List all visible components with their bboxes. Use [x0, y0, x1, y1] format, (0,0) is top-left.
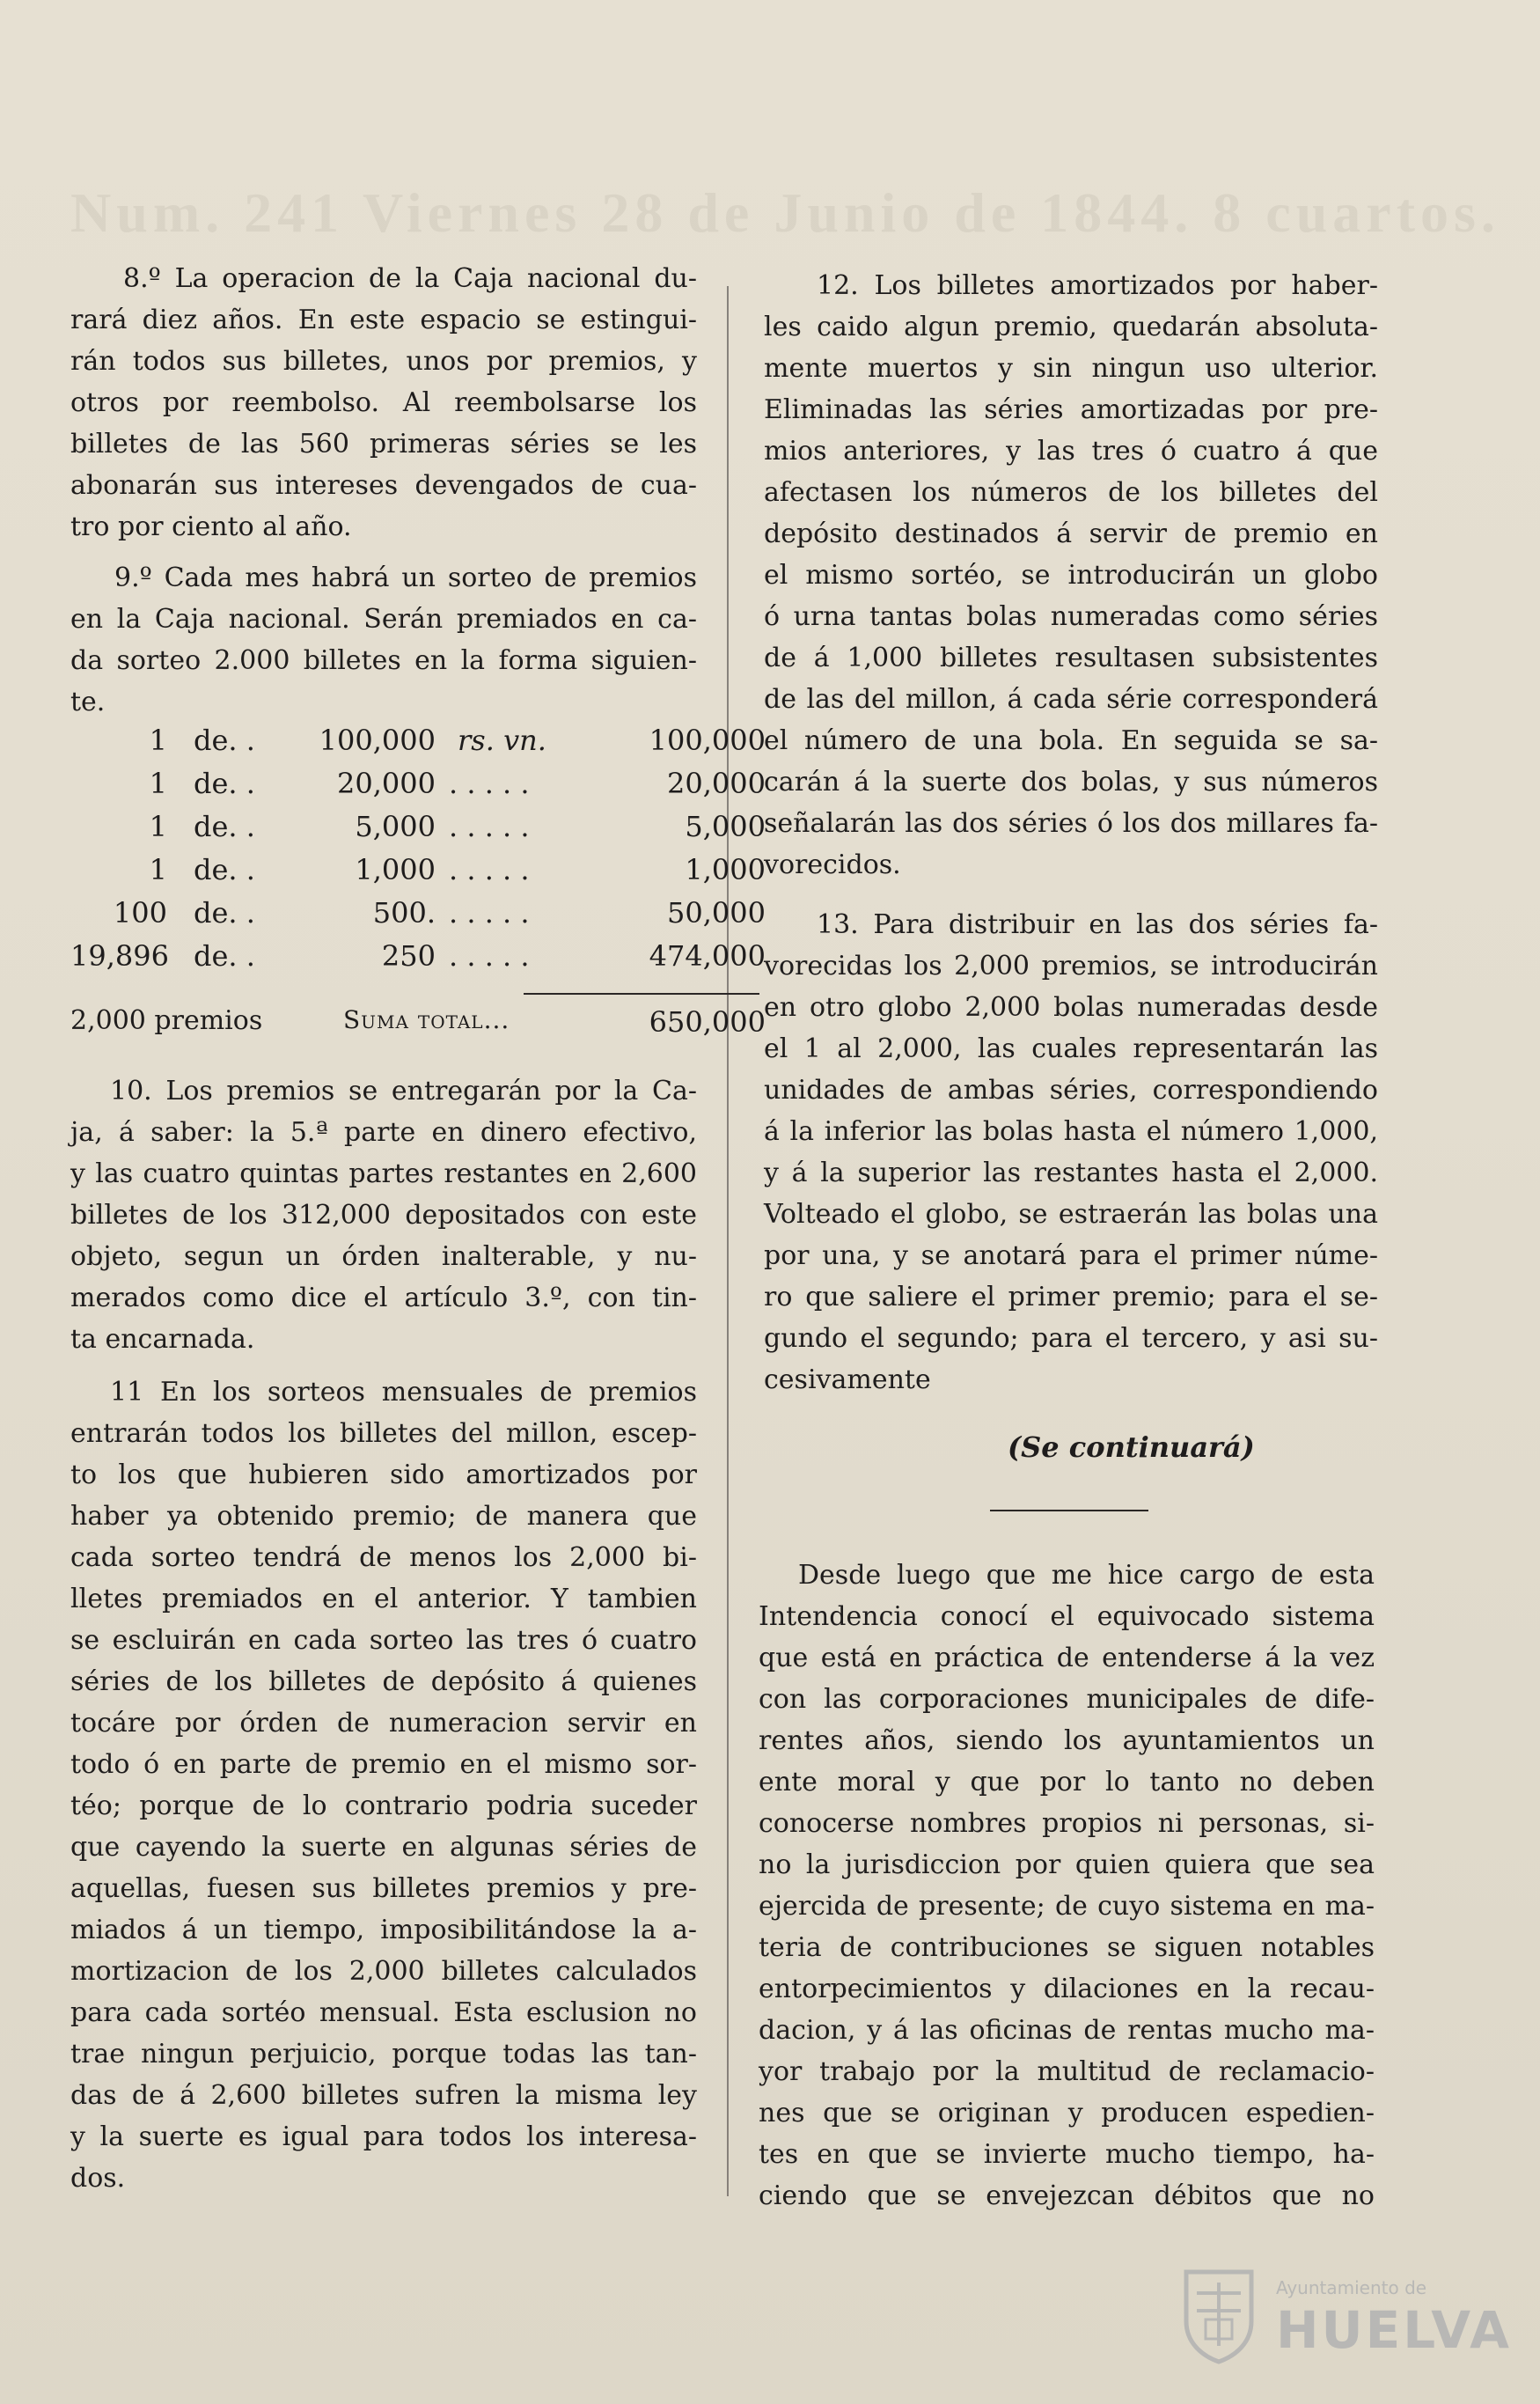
prize-total: 50,000 — [667, 896, 766, 930]
sum-total-value: 650,000 — [649, 1005, 766, 1039]
text-line: Eliminadas las séries amortizadas por pre- — [764, 394, 1378, 425]
text-line: 12. Los billetes amortizados por haber- — [817, 270, 1378, 301]
text-line: da sorteo 2.000 billetes en la forma siguien- — [70, 645, 697, 676]
column-divider — [727, 286, 729, 2196]
text-line: que cayendo la suerte en algunas séries de — [70, 1832, 697, 1863]
prize-quantity: 100 — [113, 896, 167, 930]
prize-quantity: 1 — [149, 767, 167, 800]
text-line: Desde luego que me hice cargo de esta — [798, 1560, 1375, 1591]
text-line: cesivamente — [764, 1364, 931, 1395]
text-line: 10. Los premios se entregarán por la Ca- — [110, 1076, 697, 1106]
text-line: to los que hubieren sido amortizados por — [70, 1459, 697, 1490]
text-line: rentes años, siendo los ayuntamientos un — [759, 1725, 1375, 1756]
prize-amount: 250 — [381, 939, 436, 973]
text-line: tocáre por órden de numeracion servir en — [70, 1708, 697, 1739]
prize-de: de. . — [194, 810, 255, 843]
prize-unit: rs. vn. — [458, 724, 546, 757]
text-line: te. — [70, 687, 106, 717]
text-line: carán á la suerte dos bolas, y sus números — [764, 767, 1378, 798]
text-line: entorpecimientos y dilaciones en la recau- — [759, 1974, 1375, 2004]
prize-total: 1,000 — [685, 853, 766, 886]
text-line: mortizacion de los 2,000 billetes calculados — [70, 1956, 697, 1987]
text-line: séries de los billetes de depósito á quienes — [70, 1666, 697, 1697]
watermark-line2: HUELVA — [1276, 2300, 1513, 2360]
prize-unit: . . . . . — [449, 939, 530, 973]
prize-row — [70, 896, 766, 931]
text-line: Volteado el globo, se estraerán las bolas una — [764, 1199, 1378, 1230]
text-line: ja, á saber: la 5.ª parte en dinero efectivo, — [70, 1117, 697, 1148]
text-line: Intendencia conocí el equivocado sistema — [759, 1601, 1375, 1632]
text-line: para cada sortéo mensual. Esta esclusion no — [70, 1997, 697, 2028]
text-line: ejercida de presente; de cuyo sistema en ma- — [759, 1891, 1375, 1922]
bleed-through-header: Num. 241 Viernes 28 de Junio de 1844. 8 cuartos. — [70, 181, 1500, 244]
text-line: ente moral y que por lo tanto no deben — [759, 1767, 1375, 1797]
text-line: afectasen los números de los billetes del — [764, 477, 1378, 508]
text-line: merados como dice el artículo 3.º, con tin- — [70, 1283, 697, 1313]
text-line: dos. — [70, 2163, 126, 2194]
prize-unit: . . . . . — [449, 810, 530, 843]
text-line: vorecidas los 2,000 premios, se introducirán — [764, 951, 1378, 981]
text-line: les caido algun premio, quedarán absoluta- — [764, 312, 1378, 342]
text-line: yor trabajo por la multitud de reclamacio- — [759, 2056, 1375, 2087]
text-line: el 1 al 2,000, las cuales representarán las — [764, 1033, 1378, 1064]
prize-row — [70, 853, 766, 888]
sum-total-label: Suma total... — [343, 1005, 510, 1034]
text-line: das de á 2,600 billetes sufren la misma ley — [70, 2080, 697, 2111]
text-line: y á la superior las restantes hasta el 2,000. — [764, 1158, 1378, 1188]
text-line: lletes premiados en el anterior. Y tambien — [70, 1584, 697, 1614]
prize-quantity: 19,896 — [70, 939, 169, 973]
text-line: de á 1,000 billetes resultasen subsistentes — [764, 643, 1378, 673]
text-line: y la suerte es igual para todos los interesa- — [70, 2121, 697, 2152]
text-line: teria de contribuciones se siguen notables — [759, 1932, 1375, 1963]
text-line: ta encarnada. — [70, 1324, 255, 1355]
prize-row — [70, 810, 766, 845]
prize-row — [70, 724, 766, 759]
prize-de: de. . — [194, 767, 255, 800]
prize-de: de. . — [194, 853, 255, 886]
text-line: de las del millon, á cada série corresponderá — [764, 684, 1378, 715]
text-line: en la Caja nacional. Serán premiados en ca- — [70, 604, 697, 635]
prize-unit: . . . . . — [449, 767, 530, 800]
prize-total: 100,000 — [649, 724, 766, 757]
prize-total: 5,000 — [685, 810, 766, 843]
prize-unit: . . . . . — [449, 853, 530, 886]
text-line: 11 En los sorteos mensuales de premios — [110, 1377, 697, 1408]
text-line: 9.º Cada mes habrá un sorteo de premios — [114, 562, 697, 593]
prize-total: 20,000 — [667, 767, 766, 800]
prize-total: 474,000 — [649, 939, 766, 973]
prize-quantity: 1 — [149, 724, 167, 757]
text-line: gundo el segundo; para el tercero, y asi su- — [764, 1323, 1378, 1354]
text-line: 13. Para distribuir en las dos séries fa- — [817, 909, 1378, 940]
text-line: tro por ciento al año. — [70, 511, 352, 542]
text-line: mios anteriores, y las tres ó cuatro á que — [764, 436, 1378, 467]
text-line: ó urna tantas bolas numeradas como séries — [764, 601, 1378, 632]
text-line: abonarán sus intereses devengados de cua- — [70, 470, 697, 501]
text-line: mente muertos y sin ningun uso ulterior. — [764, 353, 1378, 384]
section-separator — [990, 1510, 1148, 1511]
text-line: no la jurisdiccion por quien quiera que sea — [759, 1849, 1375, 1880]
prize-row — [70, 939, 766, 974]
text-line: dacion, y á las oficinas de rentas mucho ma- — [759, 2015, 1375, 2046]
text-line: cada sorteo tendrá de menos los 2,000 bi- — [70, 1542, 697, 1573]
prize-quantity: 1 — [149, 853, 167, 886]
text-line: que está en práctica de entenderse á la vez — [759, 1643, 1375, 1673]
text-line: miados á un tiempo, imposibilitándose la a- — [70, 1915, 697, 1945]
prize-amount: 20,000 — [337, 767, 436, 800]
text-line: haber ya obtenido premio; de manera que — [70, 1501, 697, 1532]
text-line: señalarán las dos séries ó los dos millares fa- — [764, 808, 1378, 839]
text-line: unidades de ambas séries, correspondiendo — [764, 1075, 1378, 1106]
continuation-note: (Se continuará) — [1008, 1430, 1255, 1464]
text-line: tes en que se invierte mucho tiempo, ha- — [759, 2139, 1375, 2170]
text-line: aquellas, fuesen sus billetes premios y pre- — [70, 1873, 697, 1904]
prize-de: de. . — [194, 939, 255, 973]
text-line: nes que se originan y producen espedien- — [759, 2098, 1375, 2128]
prize-amount: 1,000 — [355, 853, 436, 886]
prize-de: de. . — [194, 896, 255, 930]
text-line: á la inferior las bolas hasta el número 1,000, — [764, 1116, 1378, 1147]
text-line: rará diez años. En este espacio se estingui- — [70, 305, 697, 335]
coat-of-arms-icon — [1179, 2267, 1258, 2365]
text-line: rán todos sus billetes, unos por premios, y — [70, 346, 697, 377]
prize-quantity: 1 — [149, 810, 167, 843]
text-line: todo ó en parte de premio en el mismo sor- — [70, 1749, 697, 1780]
prize-amount: 5,000 — [355, 810, 436, 843]
prize-unit: . . . . . — [449, 896, 530, 930]
sum-rule — [524, 993, 759, 995]
prize-amount: 100,000 — [319, 724, 436, 757]
text-line: billetes de las 560 primeras séries se les — [70, 429, 697, 459]
text-line: conocerse nombres propios ni personas, si- — [759, 1808, 1375, 1839]
text-line: 8.º La operacion de la Caja nacional du- — [123, 263, 697, 294]
text-line: ciendo que se envejezcan débitos que no — [759, 2180, 1375, 2211]
text-line: otros por reembolso. Al reembolsarse los — [70, 387, 697, 418]
text-line: por una, y se anotará para el primer núme- — [764, 1240, 1378, 1271]
text-line: billetes de los 312,000 depositados con este — [70, 1200, 697, 1231]
text-line: vorecidos. — [764, 849, 901, 880]
text-line: el número de una bola. En seguida se sa- — [764, 725, 1378, 756]
text-line: con las corporaciones municipales de dife- — [759, 1684, 1375, 1715]
text-line: se escluirán en cada sorteo las tres ó cuatro — [70, 1625, 697, 1656]
prizes-count: 2,000 premios — [70, 1005, 263, 1036]
ayuntamiento-watermark — [1179, 2267, 1513, 2372]
watermark-line1: Ayuntamiento de — [1276, 2277, 1427, 2298]
prize-row — [70, 767, 766, 802]
text-line: ro que saliere el primer premio; para el se- — [764, 1282, 1378, 1312]
text-line: depósito destinados á servir de premio en — [764, 518, 1378, 549]
prize-amount: 500. — [372, 896, 436, 930]
text-line: en otro globo 2,000 bolas numeradas desde — [764, 992, 1378, 1023]
text-line: téo; porque de lo contrario podria suceder — [70, 1790, 697, 1821]
text-line: el mismo sortéo, se introducirán un globo — [764, 560, 1378, 591]
text-line: objeto, segun un órden inalterable, y nu- — [70, 1241, 697, 1272]
text-line: y las cuatro quintas partes restantes en 2,600 — [70, 1158, 697, 1189]
prize-de: de. . — [194, 724, 255, 757]
text-line: trae ningun perjuicio, porque todas las tan- — [70, 2039, 697, 2069]
text-line: entrarán todos los billetes del millon, escep- — [70, 1418, 697, 1449]
